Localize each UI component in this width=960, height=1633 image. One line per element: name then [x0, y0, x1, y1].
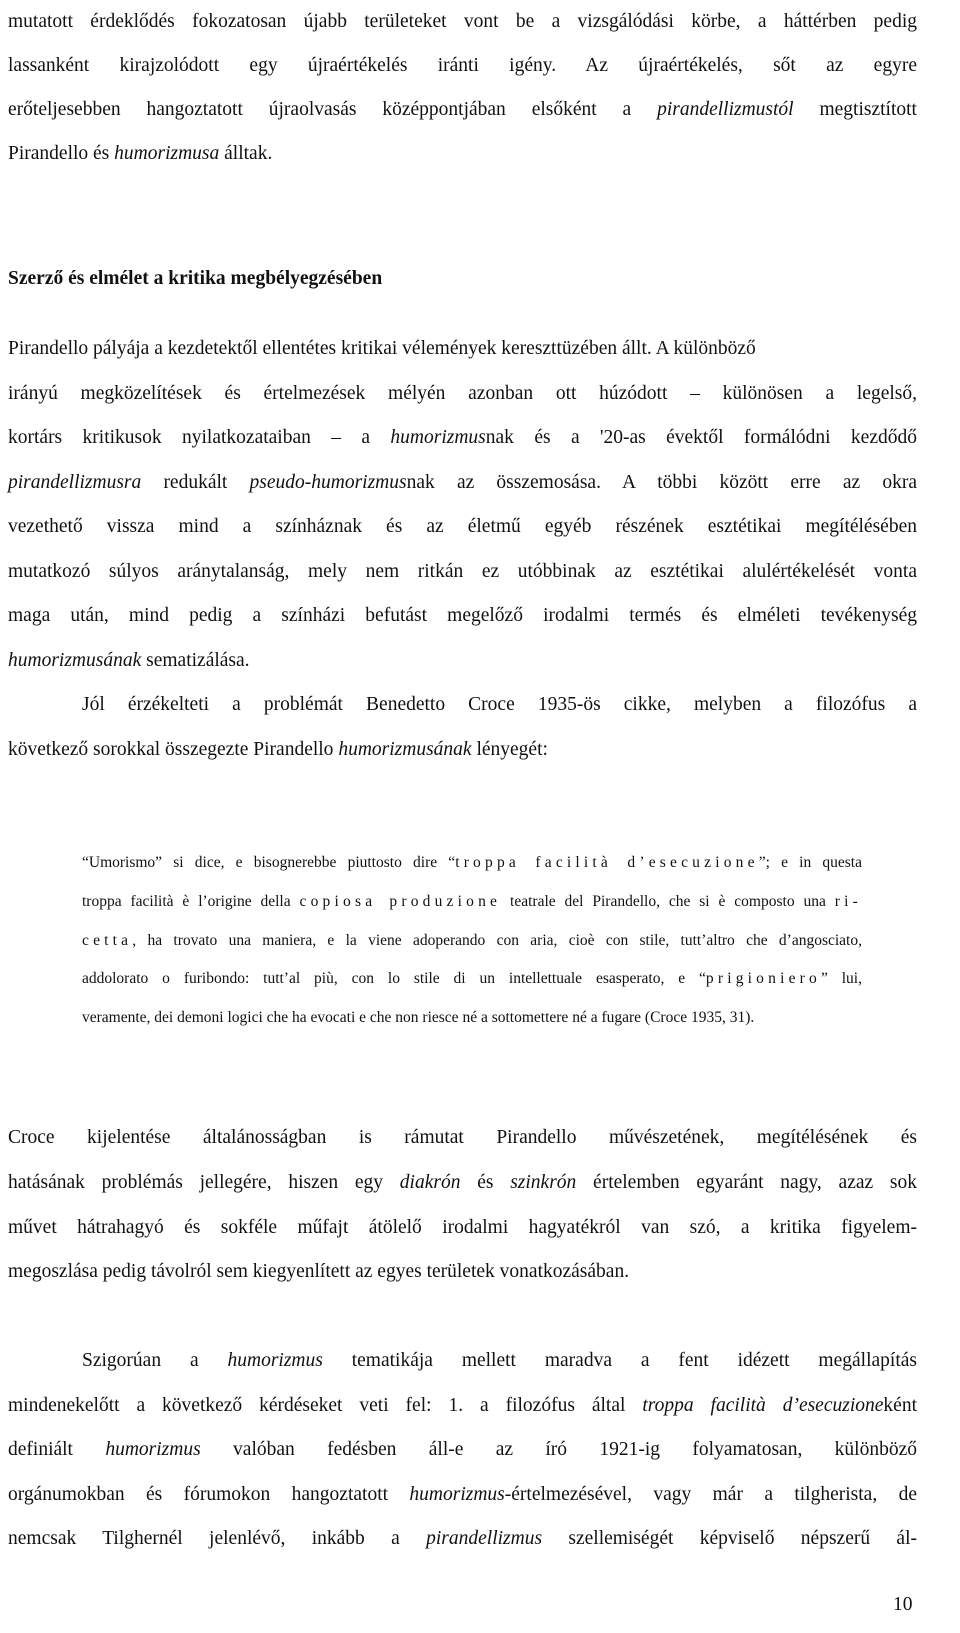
text-line: vezethető vissza mind a színháznak és az életmű egyéb részének esztétikai megítélésében: [8, 516, 917, 537]
quote-line: veramente, dei demoni logici che ha evocati e che non riesce né a sottomettere né a fugare (Croce 1935, 31).: [82, 1009, 755, 1027]
spaced-text: cetta: [82, 931, 133, 949]
text-run: szellemiségét képviselő népszerű ál-: [542, 1528, 917, 1550]
text-line: irányú megközelítések és értelmezések mélyén azonban ott húzódott – különösen a legelső,: [8, 382, 917, 404]
text-line: [8, 728, 917, 773]
italic-term: humorizmusának: [8, 649, 142, 671]
spaced-text: prigioniero: [705, 970, 821, 988]
quote-line: [82, 844, 862, 883]
text-run: hatásának problémás jellegére, hiszen egy: [8, 1171, 400, 1193]
italic-term: pseudo-humorizmus: [249, 471, 407, 493]
text-run: nemcsak Tilghernél jelenlévő, inkább a: [8, 1528, 427, 1550]
text-line: [8, 1428, 917, 1473]
block-quote: [82, 844, 862, 1038]
text-run: redukált: [141, 471, 250, 493]
text-run: troppa facilità è l’origine della: [82, 892, 300, 910]
italic-term: szinkrón: [510, 1171, 577, 1193]
text-run: lényegét:: [471, 738, 548, 760]
text-line: [8, 1473, 917, 1518]
section-heading: Szerző és elmélet a kritika megbélyegzésében: [8, 268, 383, 289]
spaced-text: ri-: [834, 892, 862, 910]
text-run: kortárs kritikusok nyilatkozataiban – a: [8, 427, 391, 448]
spaced-text: copiosa produzione: [299, 892, 502, 910]
quote-line: [82, 960, 862, 999]
italic-term: humorizmus: [390, 427, 486, 448]
text-run: ként: [883, 1394, 917, 1416]
text-line: [8, 639, 917, 684]
page-number: 10: [893, 1594, 913, 1615]
text-run: Szigorúan a: [82, 1350, 228, 1371]
continuation-paragraph: [8, 0, 917, 176]
italic-term: troppa facilità d’esecuzione: [642, 1394, 884, 1416]
text-run: , ha trovato una maniera, e la viene adoperando con aria, cioè con stile, tutt’altro che d’angosciato,: [132, 931, 862, 949]
spaced-text: troppa facilità d’esecuzione: [455, 854, 759, 871]
italic-term: humorizmus: [409, 1483, 505, 1505]
text-run: Pirandello és: [8, 143, 115, 164]
paragraph-3: [8, 1116, 917, 1295]
text-line: [8, 132, 917, 176]
text-run: teatrale del Pirandello, che si è composto una: [501, 892, 835, 910]
text-run: értelemben egyaránt nagy, azaz sok: [576, 1171, 917, 1193]
text-run: ”; e in questa: [758, 854, 862, 871]
italic-term: pirandellizmustól: [657, 99, 794, 120]
text-run: és: [460, 1171, 511, 1193]
text-run: tematikája mellett maradva a fent idézett megállapítás: [322, 1350, 917, 1371]
text-line: [8, 416, 917, 461]
italic-term: humorizmusa: [114, 143, 220, 164]
paragraph-1: [8, 327, 917, 683]
italic-term: pirandellizmus: [426, 1528, 543, 1550]
paragraph-2: [8, 683, 917, 772]
text-run: mindenekelőtt a következő kérdéseket veti fel: 1. a filozófus által: [8, 1394, 643, 1416]
text-line: megoszlása pedig távolról sem kiegyenlített az egyes területek vonatkozásában.: [8, 1261, 630, 1283]
text-line: mutatott érdeklődés fokozatosan újabb területeket vont be a vizsgálódási körbe, a háttérben pedig: [8, 11, 917, 32]
text-line: Croce kijelentése általánosságban is rámutat Pirandello művészetének, megítélésének és: [8, 1127, 917, 1148]
text-line: Pirandello pályája a kezdetektől ellentétes kritikai vélemények kereszttüzében állt. A különböző: [8, 338, 756, 359]
text-run: következő sorokkal összegezte Pirandello: [8, 738, 339, 760]
text-line: művet hátrahagyó és sokféle műfajt átölelő irodalmi hagyatékról van szó, a kritika figyelem-: [8, 1216, 917, 1238]
text-run: ” lui,: [820, 970, 862, 988]
quote-line: [82, 883, 862, 922]
text-run: erőteljesebben hangoztatott újraolvasás középpontjában elsőként a: [8, 99, 658, 120]
text-run: nak és a '20-as évektől formálódni kezdődő: [485, 427, 917, 448]
text-line: [8, 1384, 917, 1429]
text-line: lassanként kirajzolódott egy újraértékelés iránti igény. Az újraértékelés, sőt az egyre: [8, 55, 917, 76]
text-run: álltak.: [219, 143, 273, 164]
text-run: orgánumokban és fórumokon hangoztatott: [8, 1483, 410, 1505]
paragraph-4: [8, 1339, 917, 1562]
text-line: [8, 88, 917, 132]
italic-term: diakrón: [399, 1171, 461, 1193]
text-run: megtisztított: [793, 99, 917, 120]
text-line: [8, 461, 917, 506]
italic-term: pirandellizmusra: [8, 471, 142, 493]
text-line: [8, 1517, 917, 1562]
quote-line: [82, 922, 862, 961]
italic-term: humorizmus: [227, 1350, 323, 1371]
italic-term: humorizmusának: [338, 738, 472, 760]
text-run: “Umorismo” si dice, e bisognerebbe piuttosto dire “: [82, 854, 456, 871]
text-line: maga után, mind pedig a színházi befutást megelőző irodalmi termés és elméleti tevékenység: [8, 605, 917, 626]
text-run: -értelmezésével, vagy már a tilgherista, de: [504, 1483, 917, 1505]
text-run: valóban fedésben áll-e az író 1921-ig folyamatosan, különböző: [200, 1439, 917, 1461]
text-run: addolorato o furibondo: tutt’al più, con lo stile di un intellettuale esasperato, e “: [82, 970, 706, 988]
text-line: [8, 1339, 917, 1384]
text-line: Jól érzékelteti a problémát Benedetto Croce 1935-ös cikke, melyben a filozófus a: [82, 694, 917, 715]
italic-term: humorizmus: [105, 1439, 201, 1461]
text-run: definiált: [8, 1439, 106, 1461]
text-run: sematizálása.: [141, 649, 250, 671]
text-run: nak az összemosása. A többi között erre az okra: [406, 471, 918, 493]
text-line: mutatkozó súlyos aránytalanság, mely nem ritkán ez utóbbinak az esztétikai alulértékelését vonta: [8, 560, 917, 582]
text-line: [8, 1161, 917, 1206]
